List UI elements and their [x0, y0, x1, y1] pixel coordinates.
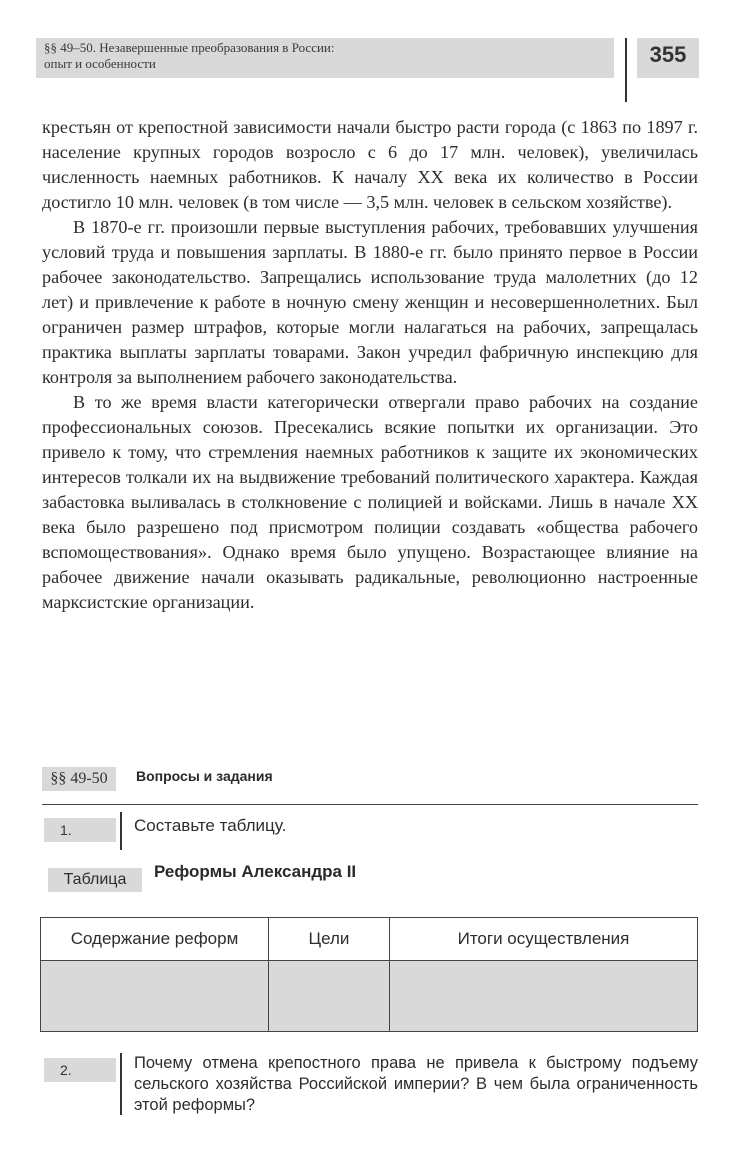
header-divider	[625, 38, 627, 102]
paragraph-1: крестьян от крепостной зависимости начали быстро расти города (с 1863 по 1897 г. население крупных городов возросло с 6 до 17 млн. человек), увеличилась численность наемных работников. К началу XX века их количество в России достигло 10 млн. человек (в том числе — 3,5 млн. человек в сельском хозяйстве).	[42, 117, 698, 212]
task-1-separator	[120, 812, 122, 850]
questions-divider	[42, 804, 698, 805]
table-cell-results	[390, 961, 698, 1032]
table-label: Таблица	[48, 868, 142, 892]
running-header-subtitle: опыт и особенности	[44, 56, 156, 71]
running-header-section: §§ 49–50. Незавершенные преобразования в России:	[44, 40, 335, 55]
task-2-number: 2.	[44, 1058, 116, 1082]
running-header	[44, 40, 604, 72]
paragraph-2: В 1870-е гг. произошли первые выступления рабочих, требовавших улучшения условий труда и повышения зарплаты. В 1880-е гг. было принято первое в России рабочее законодательство. Запрещались использование труда малолетних (до 12 лет) и привлечение к работе в ночную смену женщин и несовершеннолетних. Был ограничен размер штрафов, которые могли налагаться на рабочих, запрещалась практика выплаты зарплаты товарами. Закон учредил фабричную инспекцию для контроля за выполнением рабочего законодательства.	[42, 217, 698, 387]
table-cell-content	[41, 961, 269, 1032]
task-2-separator	[120, 1053, 122, 1115]
reforms-table	[40, 917, 698, 1032]
task-2-text: Почему отмена крепостного права не привела к быстрому подъему сельского хозяйства Российской империи? В чем была ограниченность этой реформы?	[134, 1054, 698, 1114]
questions-title: Вопросы и задания	[136, 768, 273, 784]
paragraph-3: В то же время власти категорически отвергали право рабочих на создание профессиональных союзов. Пресекались всякие попытки их организации. Это привело к тому, что стремления наемных работников к защите их экономических интересов толкали их на выдвижение требований политического характера. Каждая забастовка выливалась в столкновение с полицией и войсками. Лишь в начале XX века было разрешено под присмотром полиции создавать «общества рабочего вспомоществования». Однако время было упущено. Возрастающее влияние на рабочее движение начали оказывать радикальные, революционно настроенные марксистские организации.	[42, 392, 698, 612]
column-header-goals: Цели	[269, 918, 390, 961]
column-header-results: Итоги осуществления	[390, 918, 698, 961]
table-title: Реформы Александра II	[154, 862, 357, 881]
page-number: 355	[649, 42, 687, 67]
body-text	[42, 115, 698, 615]
table-cell-goals	[269, 961, 390, 1032]
questions-section-label: §§ 49-50	[42, 767, 116, 791]
task-1-number: 1.	[44, 818, 116, 842]
table-row	[41, 961, 698, 1032]
task-1-text: Составьте таблицу.	[134, 816, 287, 835]
table-header-row	[41, 918, 698, 961]
column-header-content: Содержание реформ	[41, 918, 269, 961]
